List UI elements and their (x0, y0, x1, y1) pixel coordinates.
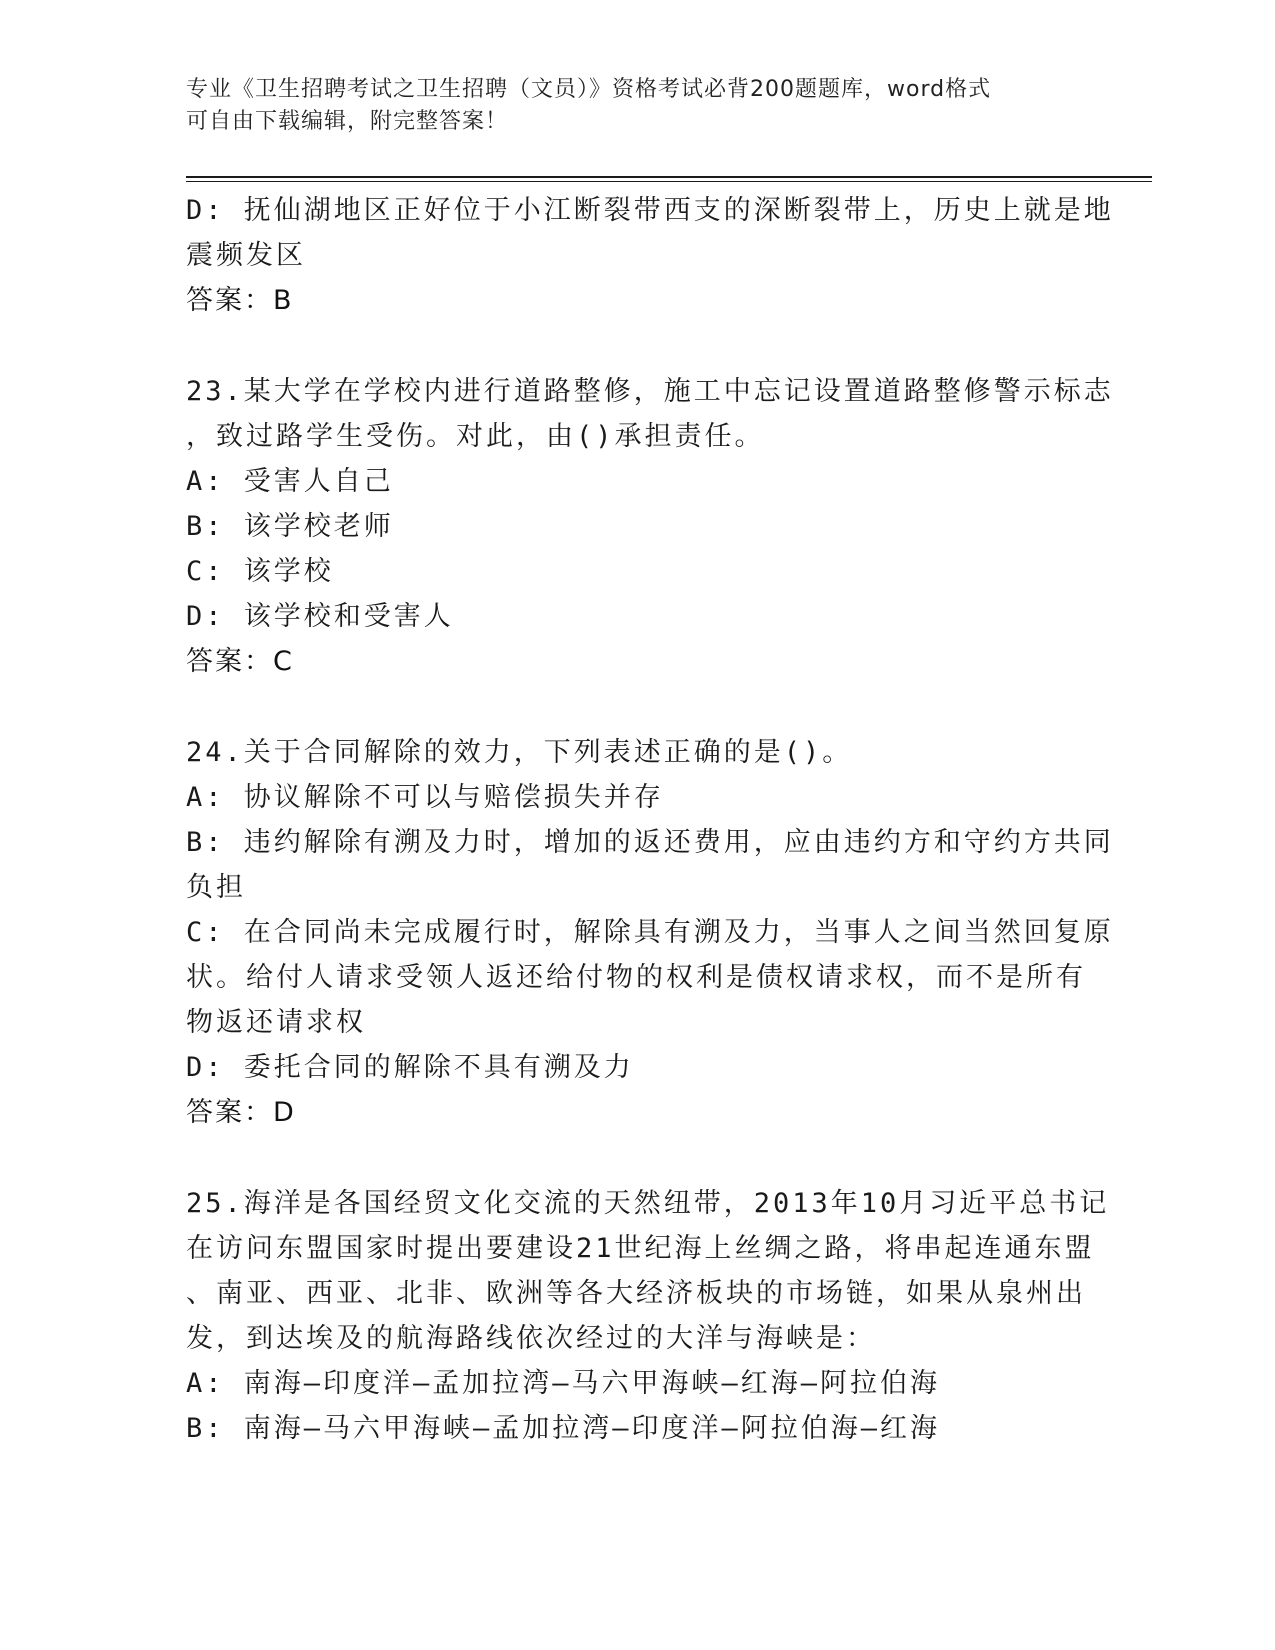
document-header (186, 74, 1066, 138)
spacer (186, 684, 1086, 730)
question-25 (186, 1181, 1110, 1451)
option-b-line-2: 负担 (186, 872, 246, 903)
option-a: A: 受害人自己 (186, 466, 394, 497)
option-d: D: 该学校和受害人 (186, 601, 454, 632)
question-24 (186, 730, 1114, 1135)
spacer (186, 323, 1086, 369)
option-c-line-2: 状。给付人请求受领人返还给付物的权利是债权请求权，而不是所有 (186, 962, 1086, 993)
question-stem-line-2: 在访问东盟国家时提出要建设21世纪海上丝绸之路，将串起连通东盟 (186, 1233, 1095, 1264)
question-22-tail (186, 188, 1114, 323)
question-stem-line-3: 、南亚、西亚、北非、欧洲等各大经济板块的市场链，如果从泉州出 (186, 1278, 1086, 1309)
option-c-line-3: 物返还请求权 (186, 1007, 366, 1038)
option-a: A: 协议解除不可以与赔偿损失并存 (186, 782, 664, 813)
option-b-line-1: B: 违约解除有溯及力时，增加的返还费用，应由违约方和守约方共同 (186, 827, 1114, 858)
spacer (186, 1135, 1086, 1181)
answer-label: 答案：B (186, 285, 294, 316)
answer-label: 答案：D (186, 1097, 296, 1128)
question-stem-line-1: 23.某大学在学校内进行道路整修，施工中忘记设置道路整修警示标志 (186, 376, 1114, 407)
question-stem-line-1: 24.关于合同解除的效力，下列表述正确的是()。 (186, 737, 853, 768)
header-divider-thick (186, 176, 1152, 178)
option-d-line-2: 震频发区 (186, 240, 306, 271)
header-divider-thin (186, 181, 1152, 182)
question-stem-line-2: ，致过路学生受伤。对此，由()承担责任。 (186, 421, 765, 452)
header-line-1: 专业《卫生招聘考试之卫生招聘（文员）》资格考试必背200题题库，word格式 (186, 77, 992, 102)
option-a: A: 南海—印度洋—孟加拉湾—马六甲海峡—红海—阿拉伯海 (186, 1368, 941, 1399)
option-d: D: 委托合同的解除不具有溯及力 (186, 1052, 634, 1083)
header-line-2: 可自由下载编辑，附完整答案！ (186, 109, 509, 134)
question-stem-line-1: 25.海洋是各国经贸文化交流的天然纽带，2013年10月习近平总书记 (186, 1188, 1110, 1219)
option-b: B: 南海—马六甲海峡—孟加拉湾—印度洋—阿拉伯海—红海 (186, 1413, 941, 1444)
question-list (186, 188, 1114, 1451)
answer-label: 答案：C (186, 646, 294, 677)
option-c: C: 该学校 (186, 556, 334, 587)
question-stem-line-4: 发，到达埃及的航海路线依次经过的大洋与海峡是： (186, 1323, 876, 1354)
option-d-line-1: D: 抚仙湖地区正好位于小江断裂带西支的深断裂带上，历史上就是地 (186, 195, 1114, 226)
option-b: B: 该学校老师 (186, 511, 394, 542)
question-23 (186, 369, 1114, 684)
option-c-line-1: C: 在合同尚未完成履行时，解除具有溯及力，当事人之间当然回复原 (186, 917, 1114, 948)
